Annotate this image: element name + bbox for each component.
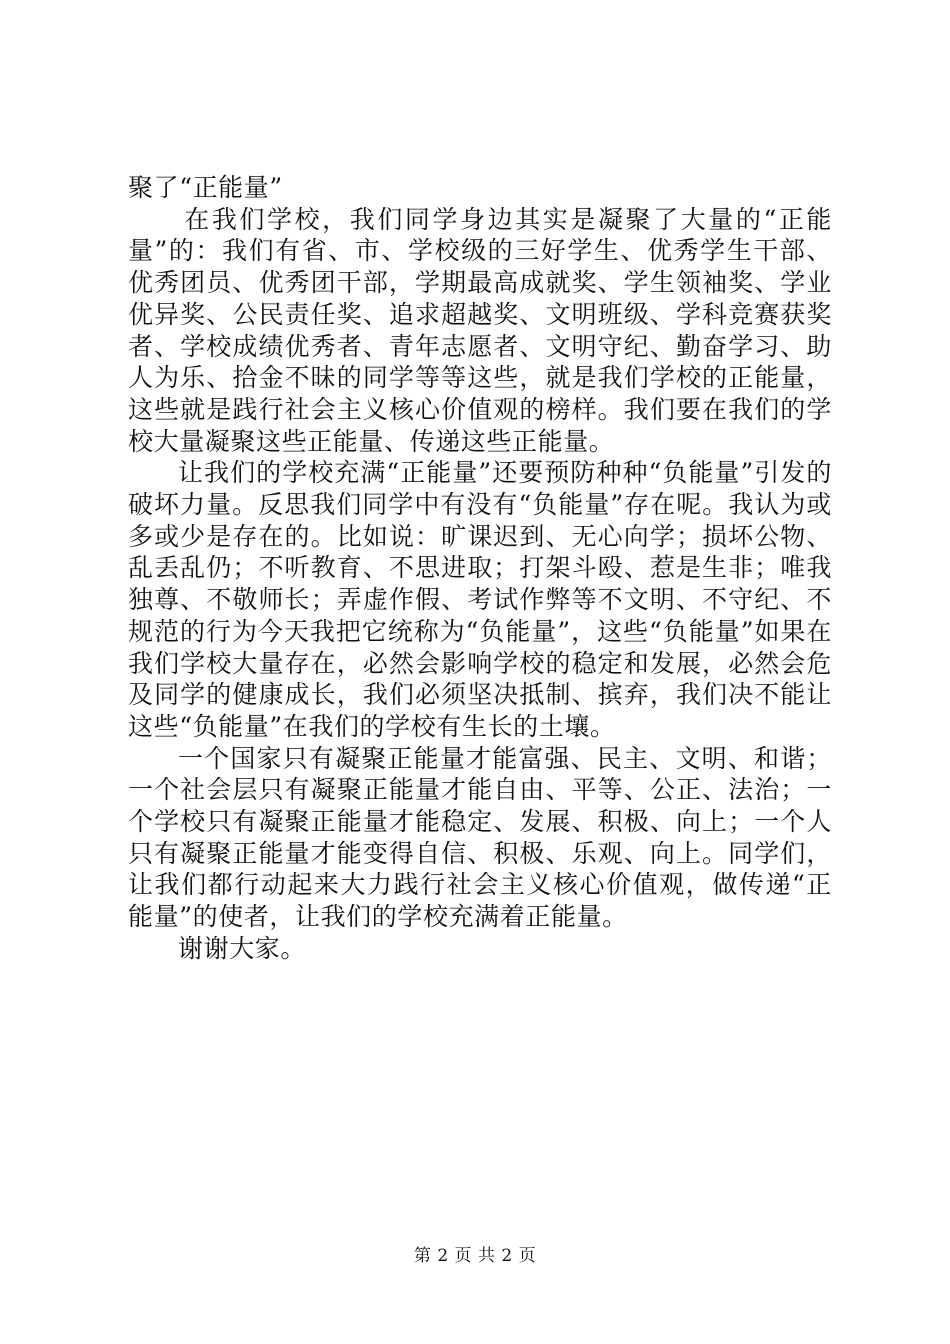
page-number-footer: 第 2 页 共 2 页: [413, 1246, 537, 1266]
paragraph-negative-energy: 让我们的学校充满“正能量”还要预防种种“负能量”引发的破坏力量。反思我们同学中有没有“负能量”存在呢。我认为或多或少是存在的。比如说：旷课迟到、无心向学；损坏公物、乱丢乱仍；不听教育、不思进取；打架斗殴、惹是生非；唯我独尊、不敬师长；弄虚作假、考试作弊等不文明、不守纪、不规范的行为今天我把它统称为“负能量”，这些“负能量”如果在我们学校大量存在，必然会影响学校的稳定和发展，必然会危及同学的健康成长，我们必须坚决抵制、摈弃，我们决不能让这些“负能量”在我们的学校有生长的土壤。: [128, 458, 832, 741]
paragraph-thanks: 谢谢大家。: [178, 933, 307, 963]
paragraph-continuation: 聚了“正能量”: [128, 173, 283, 202]
paragraph-positive-energy: 在我们学校，我们同学身边其实是凝聚了大量的“正能量”的：我们有省、市、学校级的三好学生、优秀学生干部、优秀团员、优秀团干部，学期最高成就奖、学生领袖奖、学业优异奖、公民责任奖、追求超越奖、文明班级、学科竞赛获奖者、学校成绩优秀者、青年志愿者、文明守纪、勤奋学习、助人为乐、拾金不昧的同学等等这些，就是我们学校的正能量，这些就是践行社会主义核心价值观的榜样。我们要在我们的学校大量凝聚这些正能量、传递这些正能量。: [128, 204, 832, 456]
document-body: [128, 172, 832, 965]
paragraph-conclusion: 一个国家只有凝聚正能量才能富强、民主、文明、和谐；一个社会层只有凝聚正能量才能自由、平等、公正、法治；一个学校只有凝聚正能量才能稳定、发展、积极、向上；一个人只有凝聚正能量才能变得自信、积极、乐观、向上。同学们，让我们都行动起来大力践行社会主义核心价值观，做传递“正能量”的使者，让我们的学校充满着正能量。: [128, 743, 832, 932]
